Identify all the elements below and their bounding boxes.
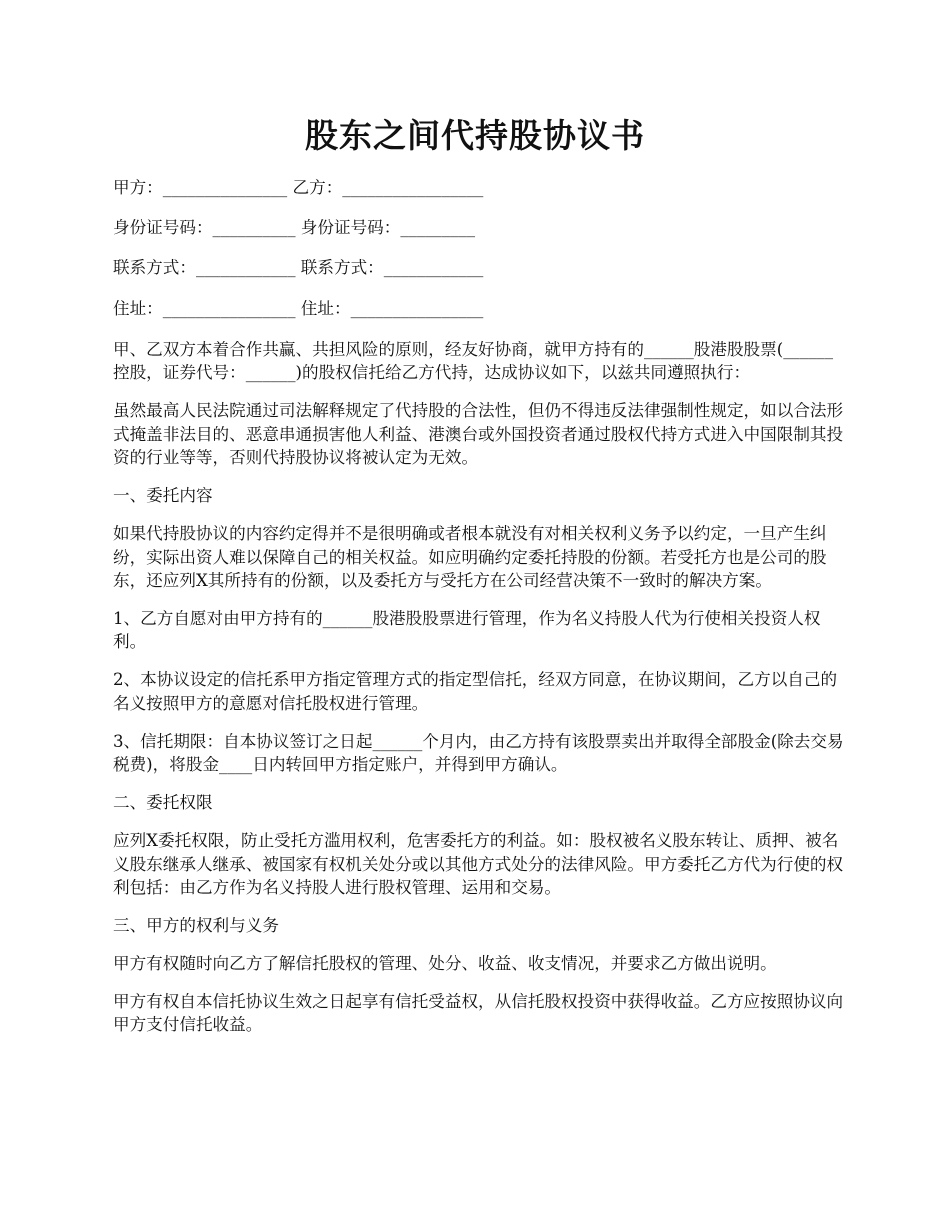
party-names-line: 甲方：_______________ 乙方：_________________ (113, 178, 484, 197)
authority-paragraph: 应列X委托权限，防止受托方滥用权利，危害委托方的利益。如：股权被名义股东转让、质押、被名义股东继承人继承、被国家有权机关处分或以其他方式处分的法律风险。甲方委托乙方代为行使的权利包括：由乙方作为名义持股人进行股权管理、运用和交易。 (113, 831, 844, 898)
preamble-paragraph: 甲、乙双方本着合作共赢、共担风险的原则，经友好协商，就甲方持有的______股港股股票(______控股，证券代号：______)的股权信托给乙方代持，达成协议如下，以兹共同遵照执行： (113, 340, 834, 383)
party-a-right-1: 甲方有权随时向乙方了解信托股权的管理、处分、收益、收支情况，并要求乙方做出说明。 (113, 954, 777, 974)
document-body (113, 176, 848, 1051)
clause-1: 1、乙方自愿对由甲方持有的______股港股股票进行管理，作为名义持股人代为行使相关投资人权利。 (113, 609, 821, 652)
document-title: 股东之间代持股协议书 (305, 116, 645, 155)
legal-note-paragraph: 虽然最高人民法院通过司法解释规定了代持股的合法性，但仍不得违反法律强制性规定，如以合法形式掩盖非法目的、恶意串通损害他人利益、港澳台或外国投资者通过股权代持方式进入中国限制其投资的行业等等，否则代持股协议将被认定为无效。 (113, 401, 844, 468)
party-contact-line: 联系方式：____________ 联系方式：____________ (113, 258, 484, 278)
entrustment-note-paragraph: 如果代持股协议的内容约定得并不是很明确或者根本就没有对相关权利义务予以约定，一旦产生纠纷，实际出资人难以保障自己的相关权益。如应明确约定委托持股的份额。若受托方也是公司的股东，还应列X其所持有的份额，以及委托方与受托方在公司经营决策不一致时的解决方案。 (113, 524, 827, 591)
section-heading-entrustment: 一、委托内容 (113, 486, 213, 506)
section-heading-authority: 二、委托权限 (113, 793, 213, 813)
clause-2: 2、本协议设定的信托系甲方指定管理方式的指定型信托，经双方同意，在协议期间，乙方以自己的名义按照甲方的意愿对信托股权进行管理。 (113, 670, 838, 713)
party-id-line: 身份证号码：__________ 身份证号码：_________ (113, 218, 476, 238)
party-address-line: 住址：________________ 住址：________________ (113, 298, 484, 318)
section-heading-party-a-rights: 三、甲方的权利与义务 (113, 916, 279, 936)
party-a-right-2: 甲方有权自本信托协议生效之日起享有信托受益权，从信托股权投资中获得收益。乙方应按照协议向甲方支付信托收益。 (113, 992, 844, 1035)
clause-3: 3、信托期限：自本协议签订之日起______个月内，由乙方持有该股票卖出并取得全部股金(除去交易税费)，将股金____日内转回甲方指定账户，并得到甲方确认。 (113, 731, 844, 775)
